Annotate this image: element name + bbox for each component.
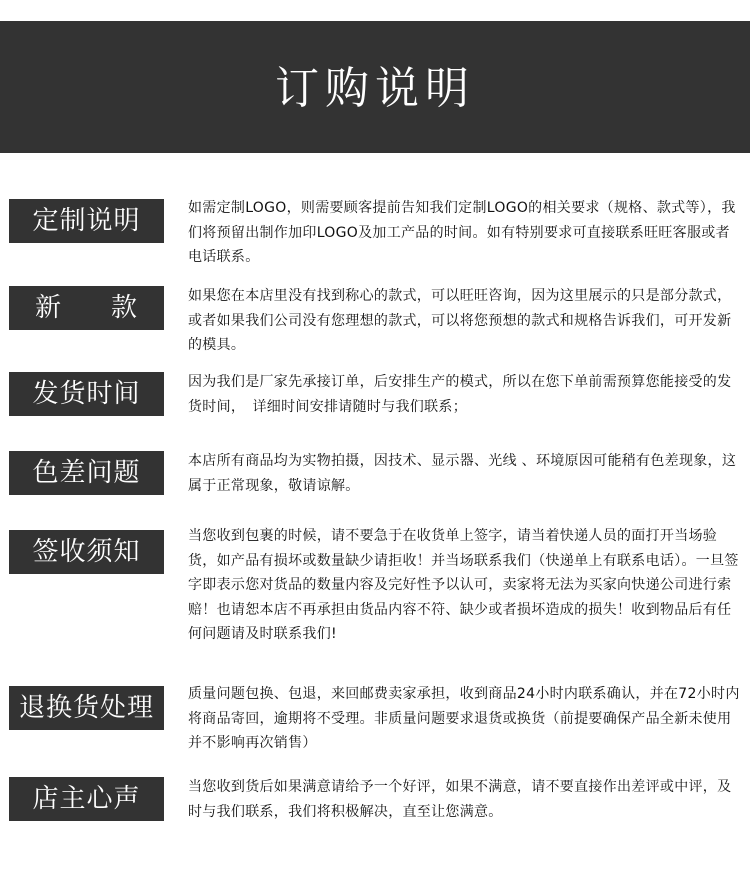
label-new-style-char-1: 新 bbox=[35, 293, 63, 323]
desc-custom: 如需定制LOGO，则需要顾客提前告知我们定制LOGO的相关要求（规格、款式等），我们将预留出制作加印LOGO及加工产品的时间。如有特别要求可直接联系旺旺客服或者电话联系。 bbox=[188, 200, 736, 265]
page-title: 订购说明 bbox=[275, 63, 475, 114]
label-receipt-notice: 签收须知 bbox=[9, 530, 164, 574]
desc-returns: 质量问题包换、包退，来回邮费卖家承担，收到商品24小时内联系确认，并在72小时内将商品寄回，逾期将不受理。非质量问题要求退货或换货（前提要确保产品全新未使用并不影响再次销售） bbox=[188, 686, 740, 751]
label-custom: 定制说明 bbox=[9, 199, 164, 243]
label-owner-message: 店主心声 bbox=[9, 777, 164, 821]
desc-shipping-time: 因为我们是厂家先承接订单，后安排生产的模式，所以在您下单前需预算您能接受的发货时间， 详细时间安排请随时与我们联系； bbox=[188, 374, 732, 415]
label-shipping-time: 发货时间 bbox=[9, 372, 164, 416]
desc-owner-message: 当您收到货后如果满意请给予一个好评，如果不满意，请不要直接作出差评或中评，及时与我们联系，我们将积极解决，直至让您满意。 bbox=[188, 779, 732, 820]
desc-new-style: 如果您在本店里没有找到称心的款式，可以旺旺咨询，因为这里展示的只是部分款式，或者如果我们公司没有您理想的款式，可以将您预想的款式和规格告诉我们，可开发新的模具。 bbox=[188, 288, 732, 353]
page-header bbox=[0, 21, 750, 153]
label-color-difference: 色差问题 bbox=[9, 451, 164, 495]
label-new-style-char-2: 款 bbox=[110, 293, 138, 323]
label-returns: 退换货处理 bbox=[9, 686, 164, 730]
label-new-style bbox=[9, 286, 164, 330]
desc-receipt-notice: 当您收到包裹的时候，请不要急于在收货单上签字，请当着快递人员的面打开当场验货，如产品有损坏或数量缺少请拒收！并当场联系我们（快递单上有联系电话）。一旦签字即表示您对货品的数量内容及完好性予以认可，卖家将无法为买家向快递公司进行索赔！也请恕本店不再承担由货品内容不符、缺少或者损坏造成的损失！收到物品后有任何问题请及时联系我们! bbox=[188, 528, 739, 642]
desc-color-difference: 本店所有商品均为实物拍摄，因技术、显示器、光线 、环境原因可能稍有色差现象，这属于正常现象，敬请谅解。 bbox=[188, 453, 737, 494]
